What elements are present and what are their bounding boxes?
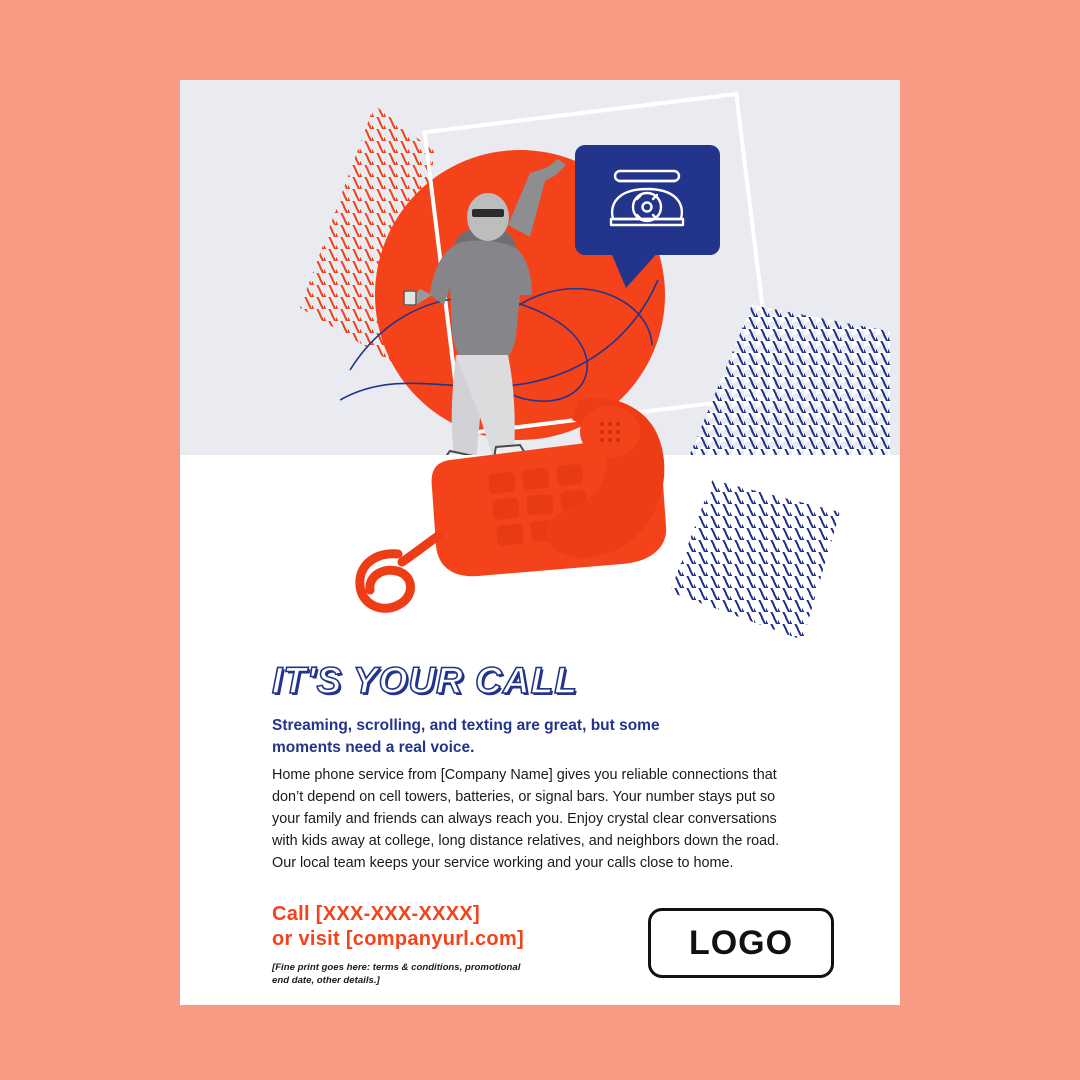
body-paragraph: Home phone service from [Company Name] gives you reliable connections that don’t depend on cell towers, batteries, or signal bars. Your number stays put so your family and friends can always reach you. Enjoy crystal clear conversations with kids away at college, long distance relatives, and neighbors down the road. Our local team keeps your service working and your calls close to home. — [272, 767, 780, 871]
cta-website-line[interactable]: or visit [companyurl.com] — [272, 928, 524, 950]
speech-bubble — [575, 145, 720, 255]
speech-bubble-tail — [610, 250, 660, 288]
subheadline: Streaming, scrolling, and texting are great, but some moments need a real voice. — [272, 717, 660, 757]
call-to-action[interactable] — [272, 902, 524, 952]
poster — [180, 80, 900, 1005]
orange-corded-telephone — [310, 340, 730, 630]
rotary-telephone-icon — [603, 159, 695, 239]
page-title: IT'S YOUR CALL — [272, 660, 578, 701]
logo-text: LOGO — [688, 923, 794, 962]
fine-print: [Fine print goes here: terms & conditions, promotional end date, other details.] — [272, 962, 521, 986]
logo-placeholder — [648, 908, 834, 978]
cta-phone-line[interactable]: Call [XXX-XXX-XXXX] — [272, 903, 480, 925]
poster-content — [180, 640, 900, 1005]
